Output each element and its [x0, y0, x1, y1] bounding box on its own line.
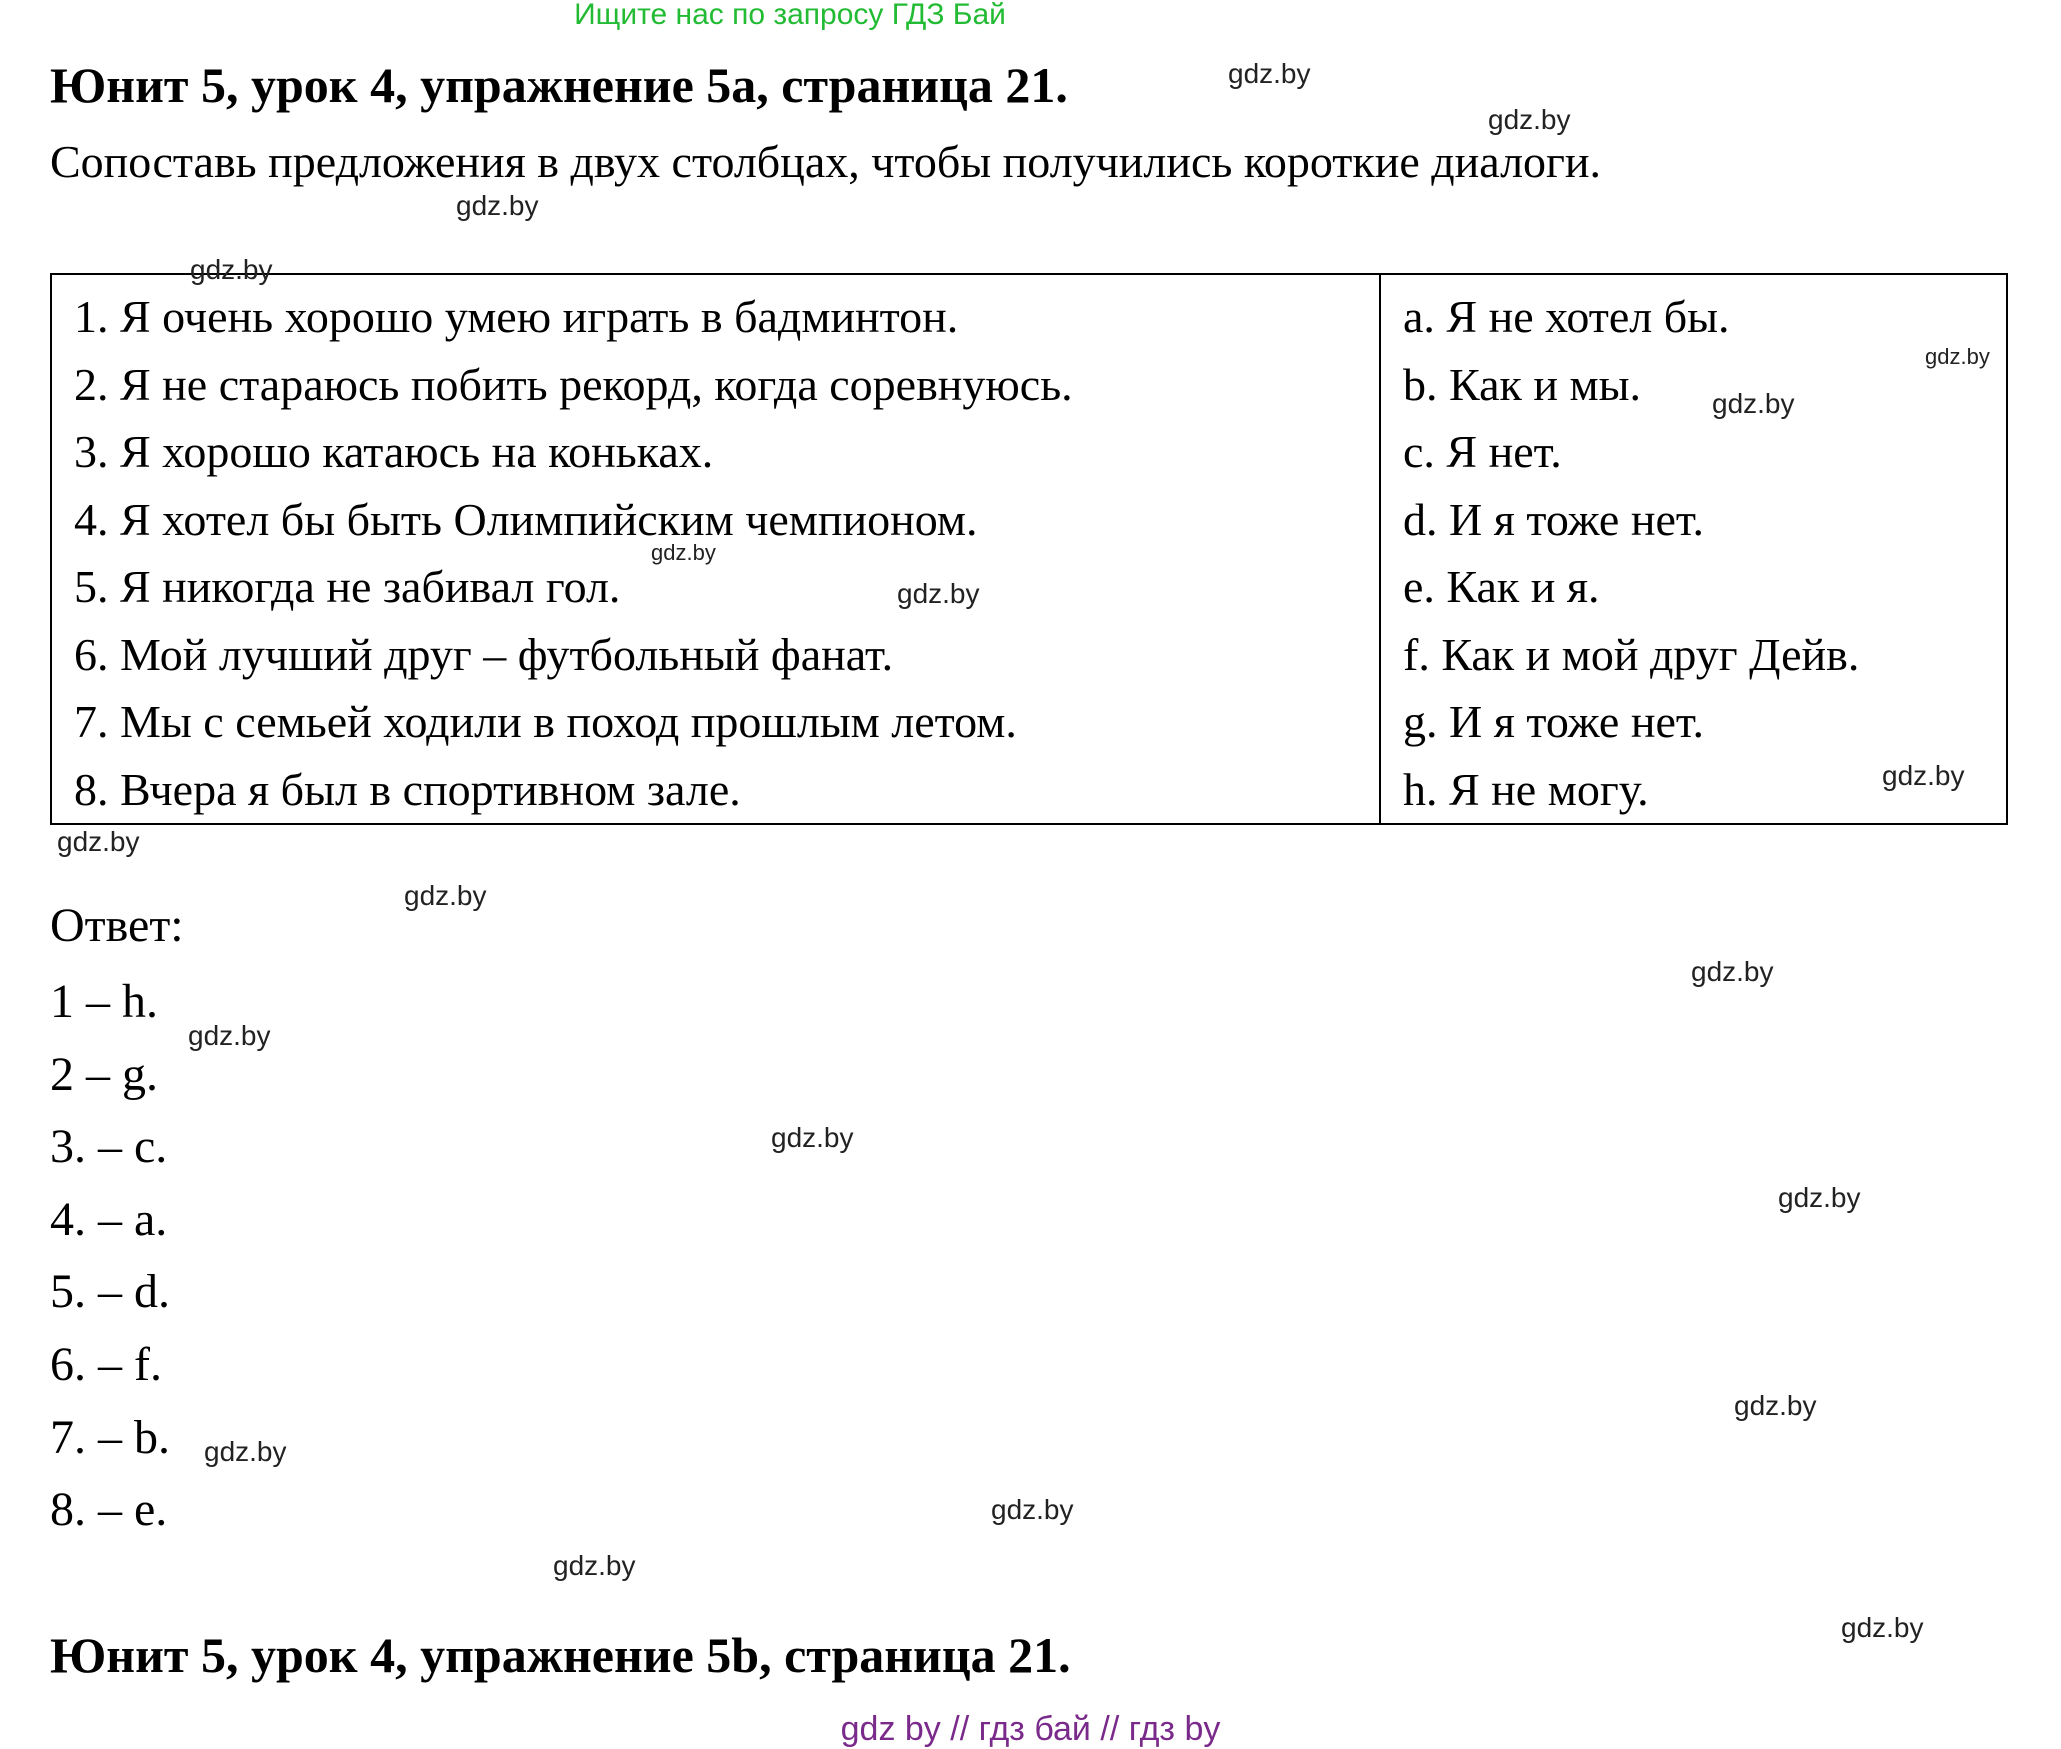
answer-item: 1 – h.	[50, 975, 158, 1028]
watermark: gdz.by	[404, 880, 487, 911]
watermark: gdz.by	[188, 1020, 271, 1051]
answer-item: 3. – c.	[50, 1120, 168, 1174]
exercise-heading-5a: Юнит 5, урок 4, упражнение 5а, страница 21.	[50, 57, 1068, 113]
answer-label: Ответ:	[50, 899, 184, 952]
watermark: gdz.by	[1882, 760, 1965, 791]
watermark: gdz.by	[991, 1494, 1074, 1525]
sentence-item: 1. Я очень хорошо умею играть в бадминтон.	[74, 291, 959, 342]
sentence-item: 4. Я хотел бы быть Олимпийским чемпионом.	[74, 493, 978, 545]
response-item: a. Я не хотел бы.	[1403, 291, 1730, 342]
matching-table	[50, 273, 2008, 825]
watermark: gdz.by	[1691, 956, 1774, 987]
footer-links[interactable]: gdz by // гдз бай // гдз by	[840, 1710, 1221, 1748]
answer-item: 6. – f.	[50, 1337, 162, 1391]
watermark: gdz.by	[456, 190, 539, 221]
watermark: gdz.by	[1925, 344, 1990, 369]
sentence-item: 7. Мы с семьей ходили в поход прошлым летом.	[74, 696, 1017, 747]
answer-item: 5. – d.	[50, 1265, 170, 1319]
top-search-link[interactable]: Ищите нас по запросу ГДЗ Бай	[574, 0, 1006, 31]
response-item: c. Я нет.	[1403, 426, 1562, 477]
exercise-instruction: Сопоставь предложения в двух столбцах, чтобы получились короткие диалоги.	[50, 136, 1602, 187]
answer-item: 7. – b.	[50, 1410, 170, 1464]
response-item: g. И я тоже нет.	[1403, 696, 1704, 747]
answers-list	[50, 966, 170, 1547]
response-item: d. И я тоже нет.	[1403, 493, 1704, 545]
watermark: gdz.by	[57, 826, 140, 857]
watermark: gdz.by	[204, 1436, 287, 1467]
response-item: e. Как и я.	[1403, 561, 1600, 612]
watermark: gdz.by	[1488, 104, 1571, 135]
watermark: gdz.by	[1841, 1612, 1924, 1643]
responses-column	[1380, 274, 2007, 824]
sentence-item: 5. Я никогда не забивал гол.	[74, 561, 621, 612]
watermark: gdz.by	[1228, 58, 1311, 89]
watermark: gdz.by	[651, 540, 716, 565]
response-item: h. Я не могу.	[1403, 763, 1649, 815]
exercise-heading-5b: Юнит 5, урок 4, упражнение 5b, страница 21.	[50, 1627, 1071, 1683]
answer-item: 2 – g.	[50, 1047, 158, 1101]
watermark: gdz.by	[1734, 1390, 1817, 1421]
response-item: b. Как и мы.	[1403, 358, 1641, 410]
watermark: gdz.by	[897, 578, 980, 609]
answer-item: 4. – a.	[50, 1192, 168, 1246]
watermark: gdz.by	[771, 1122, 854, 1153]
sentence-item: 3. Я хорошо катаюсь на коньках.	[74, 426, 714, 477]
answer-item: 8. – e.	[50, 1483, 168, 1537]
watermark: gdz.by	[190, 254, 273, 285]
watermark: gdz.by	[553, 1550, 636, 1581]
sentence-item: 2. Я не стараюсь побить рекорд, когда соревнуюсь.	[74, 358, 1073, 410]
sentence-item: 8. Вчера я был в спортивном зале.	[74, 763, 741, 815]
watermark: gdz.by	[1778, 1182, 1861, 1213]
response-item: f. Как и мой друг Дейв.	[1403, 628, 1860, 680]
watermark: gdz.by	[1712, 388, 1795, 419]
sentence-item: 6. Мой лучший друг – футбольный фанат.	[74, 628, 894, 680]
